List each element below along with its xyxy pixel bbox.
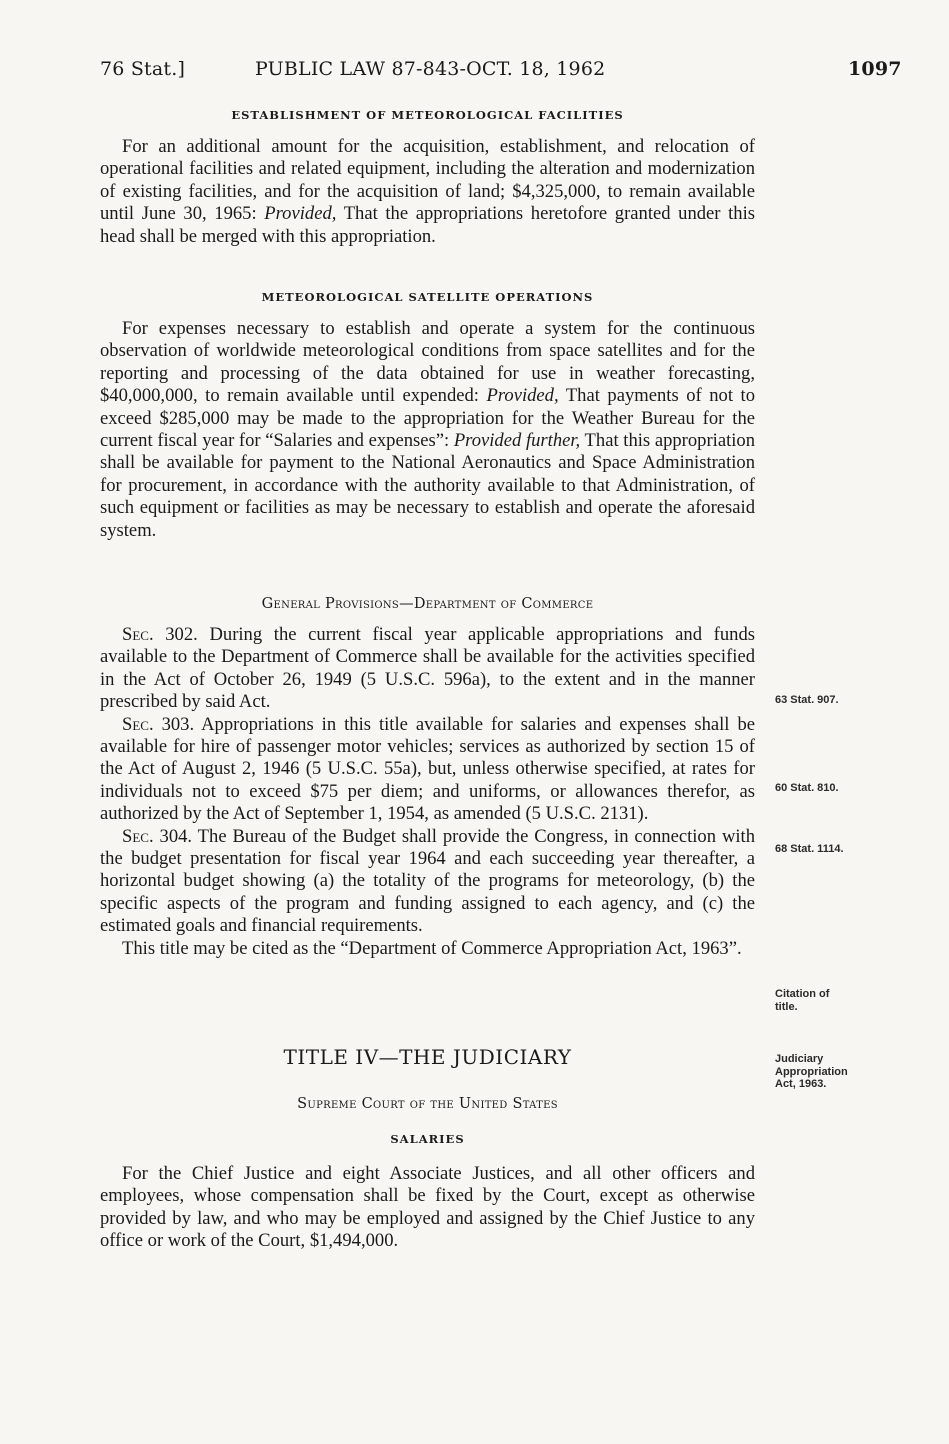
- satellite-heading: METEOROLOGICAL SATELLITE OPERATIONS: [261, 290, 594, 304]
- margin-note-63-stat: 63 Stat. 907.: [775, 694, 839, 706]
- page-header-title: PUBLIC LAW 87-843-OCT. 18, 1962: [255, 58, 606, 80]
- margin-note-judiciary-act: Judiciary Appropriation Act, 1963.: [775, 1053, 848, 1090]
- facilities-paragraph: For an additional amount for the acquisition, establishment, and relocation of operational facilities and related equipment, including the alteration and modernization of existing facilities, and for the acquisition of land; $4,325,000, to remain available until June 30, 1965: Provided, That the appropriations heretofore granted under this head shall be merged with this appropriation.: [100, 136, 755, 247]
- supreme-court-heading: Supreme Court of the United States: [297, 1096, 558, 1112]
- margin-note-citation: Citation of title.: [775, 988, 830, 1013]
- title-iv-heading: TITLE IV—THE JUDICIARY: [283, 1045, 572, 1069]
- sec-302: Sec. 302. During the current fiscal year applicable appropriations and funds available to the Department of Commerce shall be available for the activities specified in the Act of October 26, 1949 (5 U.S.C. 596a), to the extent and in the manner prescribed by said Act.: [100, 624, 756, 713]
- general-provisions-body: [100, 624, 755, 960]
- sec-303: Sec. 303. Appropriations in this title available for salaries and expenses shall be available for hire of passenger motor vehicles; services as authorized by section 15 of the Act of August 2, 1946 (5 U.S.C. 55a), but, unless otherwise specified, at rates for individuals not to exceed $75 per diem; and uniforms, or allowances therefor, as authorized by the Act of September 1, 1954, as amended (5 U.S.C. 2131).: [100, 713, 755, 825]
- salaries-heading: SALARIES: [390, 1132, 465, 1146]
- volume-reference: 76 Stat.]: [100, 58, 186, 80]
- page-number: 1097: [848, 58, 902, 80]
- facilities-heading: ESTABLISHMENT OF METEOROLOGICAL FACILITIES: [231, 108, 624, 122]
- citation-paragraph: This title may be cited as the “Department of Commerce Appropriation Act, 1963”.: [122, 937, 742, 959]
- satellite-paragraph: For expenses necessary to establish and operate a system for the continuous observation of worldwide meteorological conditions from space satellites and for the reporting and processing of the data obtained for use in weather forecasting, $40,000,000, to remain available until expended: Provided, That payments of not to exceed $285,000 may be made to the appropriation for the Weather Bureau for the current fiscal year for “Salaries and expenses”: Provided further, That this appropriation shall be available for payment to the National Aeronautics and Space Administration for procurement, in accordance with the authority available to that Administration, of such equipment or facilities as may be necessary to establish and operate the aforesaid system.: [100, 318, 755, 541]
- salaries-paragraph: For the Chief Justice and eight Associate Justices, and all other officers and employees, whose compensation shall be fixed by the Court, except as otherwise provided by law, and who may be employed and assigned by the Chief Justice to any office or work of the Court, $1,494,000.: [100, 1163, 755, 1252]
- general-provisions-heading: General Provisions—Department of Commerce: [261, 596, 594, 612]
- sec-304: Sec. 304. The Bureau of the Budget shall provide the Congress, in connection with the budget presentation for fiscal year 1964 and each succeeding year thereafter, a horizontal budget showing (a) the totality of the programs for meteorology, (b) the specific aspects of the program and funding assigned to each agency, and (c) the estimated goals and financial requirements.: [100, 825, 755, 937]
- margin-note-60-stat: 60 Stat. 810.: [775, 782, 839, 794]
- margin-note-68-stat: 68 Stat. 1114.: [775, 843, 844, 855]
